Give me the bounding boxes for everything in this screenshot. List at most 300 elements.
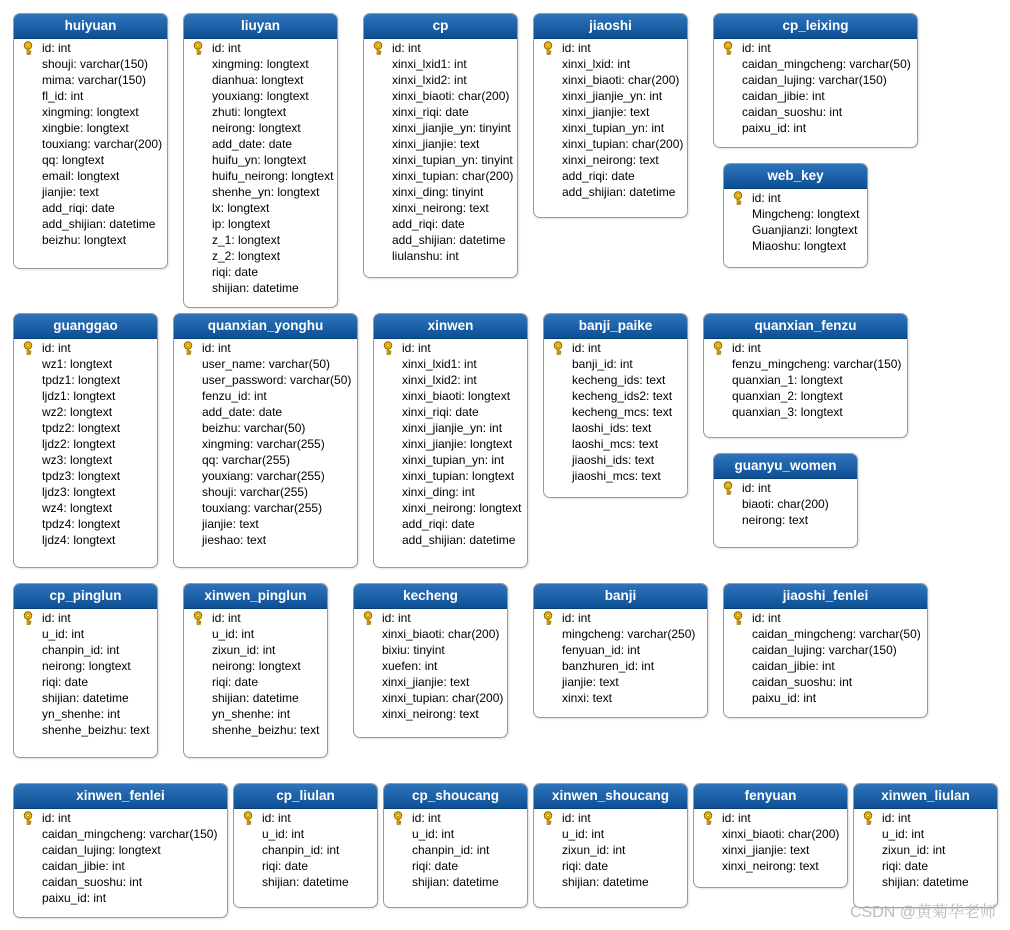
table-cp-shoucang[interactable] (383, 783, 528, 908)
table-title: web_key (724, 164, 867, 189)
primary-key-field (354, 610, 507, 626)
field-row (184, 706, 327, 722)
field-row (174, 484, 357, 500)
key-icon (862, 811, 874, 825)
table-title: xinwen_liulan (854, 784, 997, 809)
table-title: xinwen_shoucang (534, 784, 687, 809)
field-row (704, 404, 907, 420)
field-label: riqi: date (262, 859, 309, 873)
table-fenyuan[interactable] (693, 783, 848, 888)
field-label: xinxi_lxid1: int (392, 57, 467, 71)
field-label: caidan_mingcheng: varchar(50) (752, 627, 921, 641)
field-row (14, 200, 167, 216)
field-label: neirong: longtext (212, 121, 301, 135)
field-label: id: int (212, 41, 241, 55)
table-title: kecheng (354, 584, 507, 609)
field-label: xingming: longtext (212, 57, 309, 71)
field-row (14, 152, 167, 168)
field-row (724, 238, 867, 254)
field-label: youxiang: varchar(255) (202, 469, 325, 483)
field-row (374, 484, 527, 500)
watermark: CSDN @黄菊华老师 (849, 904, 996, 921)
table-kecheng[interactable] (353, 583, 508, 738)
field-label: u_id: int (212, 627, 255, 641)
field-label: xinxi_biaoti: longtext (402, 389, 511, 403)
field-row (854, 858, 997, 874)
field-row (724, 206, 867, 222)
field-list (174, 339, 357, 554)
field-row (174, 516, 357, 532)
field-row (14, 532, 157, 548)
field-row (534, 642, 707, 658)
field-label: riqi: date (42, 675, 89, 689)
field-row (544, 468, 687, 484)
table-huiyuan[interactable] (13, 13, 168, 269)
field-label: quanxian_3: longtext (732, 405, 843, 419)
field-label: id: int (752, 191, 781, 205)
field-row (174, 452, 357, 468)
primary-key-field (14, 810, 227, 826)
key-icon (392, 811, 404, 825)
table-xinwen-fenlei[interactable] (13, 783, 228, 918)
key-icon (22, 611, 34, 625)
field-label: xinxi_neirong: text (722, 859, 819, 873)
field-row (364, 200, 517, 216)
field-label: ljdz4: longtext (42, 533, 116, 547)
field-label: caidan_jibie: int (752, 659, 835, 673)
key-icon (722, 41, 734, 55)
field-label: caidan_jibie: int (742, 89, 825, 103)
field-label: neirong: longtext (212, 659, 301, 673)
field-label: xinxi_biaoti: char(200) (722, 827, 840, 841)
field-label: xingming: varchar(255) (202, 437, 325, 451)
table-jiaoshi[interactable] (533, 13, 688, 218)
field-label: id: int (392, 41, 421, 55)
field-list (714, 479, 857, 534)
field-label: xinxi_jianjie: text (722, 843, 810, 857)
field-label: ip: longtext (212, 217, 271, 231)
field-label: xingbie: longtext (42, 121, 129, 135)
field-row (364, 184, 517, 200)
field-row (724, 674, 927, 690)
table-title: jiaoshi (534, 14, 687, 39)
field-label: caidan_suoshu: int (752, 675, 853, 689)
field-row (184, 674, 327, 690)
table-title: xinwen_pinglun (184, 584, 327, 609)
field-label: xinxi_jianjie: longtext (402, 437, 513, 451)
field-row (234, 858, 377, 874)
primary-key-field (544, 340, 687, 356)
field-row (374, 372, 527, 388)
field-label: add_date: date (212, 137, 293, 151)
table-xinwen-shoucang[interactable] (533, 783, 688, 908)
field-row (174, 372, 357, 388)
field-label: add_shijian: datetime (42, 217, 156, 231)
field-row (374, 516, 527, 532)
field-row (854, 826, 997, 842)
field-label: xinxi_lxid1: int (402, 357, 477, 371)
field-label: jianjie: text (42, 185, 99, 199)
table-title: banji (534, 584, 707, 609)
table-xinwen[interactable] (373, 313, 528, 568)
field-label: add_shijian: datetime (562, 185, 676, 199)
field-label: fenyuan_id: int (562, 643, 641, 657)
table-banji-paike[interactable] (543, 313, 688, 498)
field-row (694, 826, 847, 842)
key-icon (542, 611, 554, 625)
field-row (14, 858, 227, 874)
field-label: ljdz2: longtext (42, 437, 116, 451)
key-icon (22, 811, 34, 825)
field-row (14, 216, 167, 232)
field-row (384, 826, 527, 842)
field-row (174, 436, 357, 452)
field-row (14, 874, 227, 890)
field-label: chanpin_id: int (412, 843, 490, 857)
table-xinwen-liulan[interactable] (853, 783, 998, 908)
field-label: id: int (562, 811, 591, 825)
field-row (184, 232, 337, 248)
field-row (714, 512, 857, 528)
field-label: xinxi_jianjie: text (382, 675, 470, 689)
field-row (364, 248, 517, 264)
field-list (184, 609, 327, 744)
field-row (174, 468, 357, 484)
field-row (14, 404, 157, 420)
field-row (184, 136, 337, 152)
field-label: xingming: longtext (42, 105, 139, 119)
field-label: xinxi_tupian_yn: int (402, 453, 505, 467)
field-row (354, 706, 507, 722)
field-row (534, 858, 687, 874)
key-icon (372, 41, 384, 55)
field-row (14, 232, 167, 248)
field-label: mingcheng: varchar(250) (562, 627, 696, 641)
field-label: caidan_jibie: int (42, 859, 125, 873)
field-row (534, 674, 707, 690)
field-label: touxiang: varchar(200) (42, 137, 163, 151)
field-row (354, 642, 507, 658)
primary-key-field (184, 40, 337, 56)
field-label: wz2: longtext (42, 405, 113, 419)
field-list (714, 39, 917, 142)
field-row (854, 842, 997, 858)
field-row (14, 500, 157, 516)
table-title: guanggao (14, 314, 157, 339)
table-cp-leixing[interactable] (713, 13, 918, 148)
field-row (234, 826, 377, 842)
field-row (184, 280, 337, 296)
field-row (354, 658, 507, 674)
field-label: wz4: longtext (42, 501, 113, 515)
table-cp-pinglun[interactable] (13, 583, 158, 758)
field-row (184, 72, 337, 88)
field-label: caidan_suoshu: int (42, 875, 143, 889)
field-row (384, 842, 527, 858)
field-row (374, 388, 527, 404)
field-label: xinxi_lxid2: int (392, 73, 467, 87)
field-label: kecheng_mcs: text (572, 405, 673, 419)
field-label: shenhe_yn: longtext (212, 185, 320, 199)
field-row (364, 232, 517, 248)
field-label: laoshi_mcs: text (572, 437, 659, 451)
field-label: xinxi_tupian: char(200) (392, 169, 514, 183)
field-label: xinxi_jianjie: text (392, 137, 480, 151)
field-label: xinxi_tupian_yn: int (562, 121, 665, 135)
field-list (694, 809, 847, 880)
field-row (534, 104, 687, 120)
field-label: fl_id: int (42, 89, 84, 103)
field-label: xinxi_jianjie: text (562, 105, 650, 119)
field-label: xinxi_neirong: longtext (402, 501, 522, 515)
field-label: xinxi_jianjie_yn: int (562, 89, 663, 103)
field-label: shijian: datetime (42, 691, 129, 705)
field-row (374, 436, 527, 452)
field-label: shijian: datetime (212, 691, 299, 705)
field-label: id: int (722, 811, 751, 825)
field-row (14, 56, 167, 72)
table-guanyu-women[interactable] (713, 453, 858, 548)
field-row (184, 168, 337, 184)
field-list (534, 609, 707, 712)
field-row (14, 72, 167, 88)
field-label: id: int (202, 341, 231, 355)
field-row (14, 690, 157, 706)
field-label: Mingcheng: longtext (752, 207, 860, 221)
field-label: id: int (42, 41, 71, 55)
primary-key-field (534, 40, 687, 56)
field-row (184, 690, 327, 706)
field-row (184, 184, 337, 200)
table-web-key[interactable] (723, 163, 868, 268)
field-row (724, 222, 867, 238)
field-label: id: int (382, 611, 411, 625)
field-label: banzhuren_id: int (562, 659, 655, 673)
primary-key-field (724, 190, 867, 206)
field-row (364, 56, 517, 72)
field-label: add_riqi: date (42, 201, 115, 215)
field-row (174, 420, 357, 436)
field-list (354, 609, 507, 728)
field-row (374, 532, 527, 548)
field-label: quanxian_1: longtext (732, 373, 843, 387)
field-list (14, 39, 167, 254)
field-label: huifu_neirong: longtext (212, 169, 334, 183)
table-cp[interactable] (363, 13, 518, 278)
key-icon (182, 341, 194, 355)
field-row (14, 842, 227, 858)
field-row (14, 452, 157, 468)
field-row (534, 56, 687, 72)
primary-key-field (184, 610, 327, 626)
field-label: tpdz2: longtext (42, 421, 121, 435)
field-label: id: int (42, 341, 71, 355)
field-row (14, 356, 157, 372)
field-label: shijian: datetime (262, 875, 349, 889)
field-row (174, 388, 357, 404)
field-row (534, 136, 687, 152)
key-icon (732, 191, 744, 205)
field-row (694, 842, 847, 858)
field-row (14, 436, 157, 452)
field-label: jieshao: text (202, 533, 267, 547)
field-row (534, 826, 687, 842)
field-list (724, 189, 867, 260)
table-cp-liulan[interactable] (233, 783, 378, 908)
field-row (174, 404, 357, 420)
primary-key-field (174, 340, 357, 356)
key-icon (382, 341, 394, 355)
field-label: user_password: varchar(50) (202, 373, 352, 387)
field-label: shenhe_beizhu: text (212, 723, 320, 737)
field-label: riqi: date (212, 675, 259, 689)
field-label: jiaoshi_mcs: text (572, 469, 661, 483)
field-row (384, 858, 527, 874)
table-banji[interactable] (533, 583, 708, 718)
field-label: shouji: varchar(255) (202, 485, 309, 499)
field-row (724, 690, 927, 706)
field-row (14, 706, 157, 722)
primary-key-field (234, 810, 377, 826)
primary-key-field (364, 40, 517, 56)
field-row (184, 264, 337, 280)
field-row (184, 56, 337, 72)
table-title: cp_pinglun (14, 584, 157, 609)
field-row (374, 356, 527, 372)
field-label: email: longtext (42, 169, 120, 183)
table-title: cp_liulan (234, 784, 377, 809)
field-label: add_riqi: date (392, 217, 465, 231)
table-liuyan[interactable] (183, 13, 338, 308)
field-label: caidan_mingcheng: varchar(50) (742, 57, 911, 71)
key-icon (192, 41, 204, 55)
field-row (14, 388, 157, 404)
field-label: add_riqi: date (402, 517, 475, 531)
field-label: beizhu: longtext (42, 233, 127, 247)
field-label: jiaoshi_ids: text (572, 453, 655, 467)
table-title: fenyuan (694, 784, 847, 809)
key-icon (552, 341, 564, 355)
field-label: xinxi_neirong: text (392, 201, 489, 215)
field-label: riqi: date (562, 859, 609, 873)
field-label: biaoti: char(200) (742, 497, 829, 511)
key-icon (732, 611, 744, 625)
field-list (364, 39, 517, 270)
primary-key-field (374, 340, 527, 356)
table-jiaoshi-fenlei[interactable] (723, 583, 928, 718)
field-label: z_2: longtext (212, 249, 281, 263)
field-row (364, 88, 517, 104)
field-label: quanxian_2: longtext (732, 389, 843, 403)
field-label: shouji: varchar(150) (42, 57, 149, 71)
key-icon (702, 811, 714, 825)
field-label: yn_shenhe: int (212, 707, 291, 721)
key-icon (22, 41, 34, 55)
field-label: id: int (742, 481, 771, 495)
field-label: chanpin_id: int (42, 643, 120, 657)
field-row (184, 152, 337, 168)
field-list (14, 609, 157, 744)
field-row (544, 388, 687, 404)
field-list (704, 339, 907, 426)
field-row (694, 858, 847, 874)
field-row (364, 120, 517, 136)
key-icon (542, 811, 554, 825)
field-list (534, 809, 687, 896)
field-row (14, 642, 157, 658)
field-row (184, 104, 337, 120)
field-label: xinxi_tupian_yn: tinyint (392, 153, 513, 167)
field-row (534, 626, 707, 642)
field-label: xinxi_biaoti: char(200) (392, 89, 510, 103)
field-row (534, 690, 707, 706)
field-label: id: int (732, 341, 761, 355)
table-xinwen-pinglun[interactable] (183, 583, 328, 758)
field-row (364, 168, 517, 184)
field-label: add_shijian: datetime (392, 233, 506, 247)
field-row (364, 136, 517, 152)
field-label: paixu_id: int (742, 121, 807, 135)
field-row (374, 420, 527, 436)
field-row (534, 120, 687, 136)
field-label: huifu_yn: longtext (212, 153, 307, 167)
field-row (184, 248, 337, 264)
field-row (534, 168, 687, 184)
field-row (534, 874, 687, 890)
field-row (724, 642, 927, 658)
field-row (534, 658, 707, 674)
table-title: xinwen_fenlei (14, 784, 227, 809)
field-label: paixu_id: int (752, 691, 817, 705)
field-label: z_1: longtext (212, 233, 281, 247)
primary-key-field (694, 810, 847, 826)
table-guanggao[interactable] (13, 313, 158, 568)
field-row (14, 372, 157, 388)
field-row (374, 468, 527, 484)
field-label: xinxi_neirong: text (562, 153, 659, 167)
field-list (374, 339, 527, 554)
field-row (14, 626, 157, 642)
field-row (544, 420, 687, 436)
field-list (184, 39, 337, 302)
table-title: huiyuan (14, 14, 167, 39)
field-list (724, 609, 927, 712)
field-row (714, 104, 917, 120)
field-row (184, 626, 327, 642)
field-label: id: int (882, 811, 911, 825)
field-label: caidan_lujing: longtext (42, 843, 161, 857)
field-label: chanpin_id: int (262, 843, 340, 857)
field-list (234, 809, 377, 896)
field-row (234, 874, 377, 890)
field-label: xinxi_biaoti: char(200) (382, 627, 500, 641)
field-row (724, 626, 927, 642)
field-row (14, 658, 157, 674)
field-row (14, 674, 157, 690)
field-label: liulanshu: int (392, 249, 459, 263)
field-label: xinxi_ding: int (402, 485, 475, 499)
field-label: id: int (42, 611, 71, 625)
field-row (364, 216, 517, 232)
field-label: paixu_id: int (42, 891, 107, 905)
field-label: wz1: longtext (42, 357, 113, 371)
table-quanxian-fenzu[interactable] (703, 313, 908, 438)
table-quanxian-yonghu[interactable] (173, 313, 358, 568)
field-label: tpdz3: longtext (42, 469, 121, 483)
field-label: xinxi_riqi: date (402, 405, 479, 419)
field-row (184, 658, 327, 674)
field-row (364, 104, 517, 120)
